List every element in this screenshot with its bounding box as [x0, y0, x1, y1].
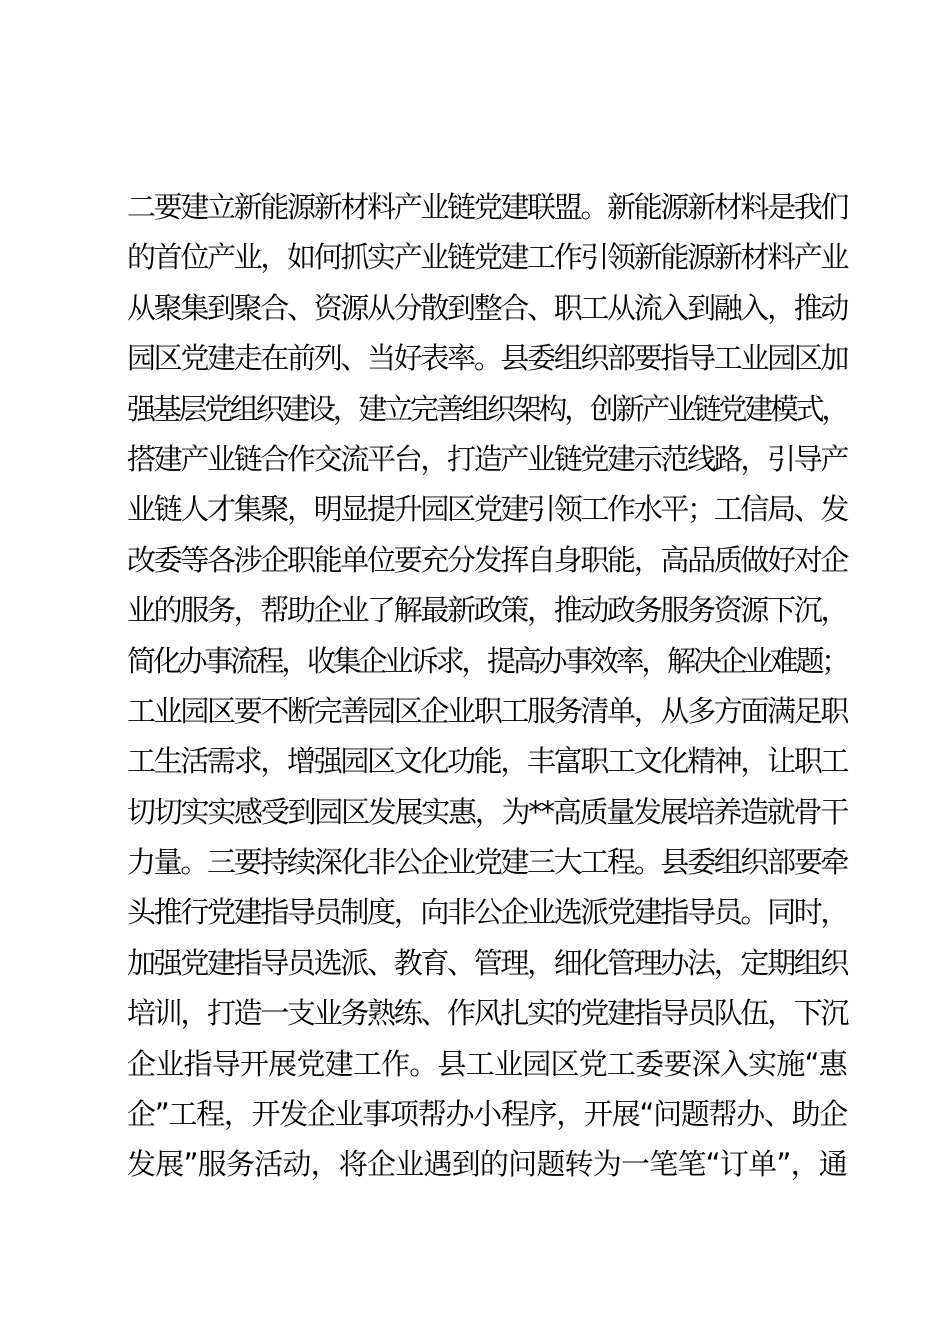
text-line: 切切实实感受到园区发展实惠，为**高质量发展培养造就骨干 — [127, 794, 848, 829]
text-line: 企”工程，开发企业事项帮办小程序，开展“问题帮办、助企 — [127, 1097, 847, 1132]
text-line: 简化办事流程，收集企业诉求，提高办事效率，解决企业难题； — [127, 643, 847, 678]
text-line: 工业园区要不断完善园区企业职工服务清单，从多方面满足职 — [127, 693, 848, 728]
text-line: 改委等各涉企职能单位要充分发挥自身职能，高品质做好对企 — [127, 542, 848, 577]
text-line: 二要建立新能源新材料产业链党建联盟。新能源新材料是我们 — [127, 190, 848, 224]
text-line: 发展”服务活动，将企业遇到的问题转为一笔笔“订单”，通 — [127, 1147, 848, 1182]
text-line: 头推行党建指导员制度，向非公企业选派党建指导员。同时， — [127, 895, 848, 930]
text-line: 强基层党组织建设，建立完善组织架构，创新产业链党建模式， — [127, 391, 847, 426]
text-line: 企业指导开展党建工作。县工业园区党工委要深入实施“惠 — [127, 1046, 848, 1081]
text-line: 从聚集到聚合、资源从分散到整合、职工从流入到融入，推动 — [127, 290, 848, 325]
text-line: 园区党建走在前列、当好表率。县委组织部要指导工业园区加 — [127, 341, 848, 376]
text-line: 加强党建指导员选派、教育、管理，细化管理办法，定期组织 — [127, 945, 848, 980]
text-line: 的首位产业，如何抓实产业链党建工作引领新能源新材料产业 — [127, 240, 848, 275]
text-line: 业链人才集聚，明显提升园区党建引领工作水平；工信局、发 — [127, 492, 848, 527]
text-line: 工生活需求，增强园区文化功能，丰富职工文化精神，让职工 — [127, 744, 848, 779]
text-line: 业的服务，帮助企业了解最新政策，推动政务服务资源下沉， — [127, 593, 848, 628]
text-line: 培训，打造一支业务熟练、作风扎实的党建指导员队伍，下沉 — [127, 996, 848, 1031]
text-line: 力量。三要持续深化非公企业党建三大工程。县委组织部要牵 — [127, 845, 848, 880]
text-line: 搭建产业链合作交流平台，打造产业链党建示范线路，引导产 — [127, 441, 848, 476]
body-text — [127, 182, 847, 1190]
